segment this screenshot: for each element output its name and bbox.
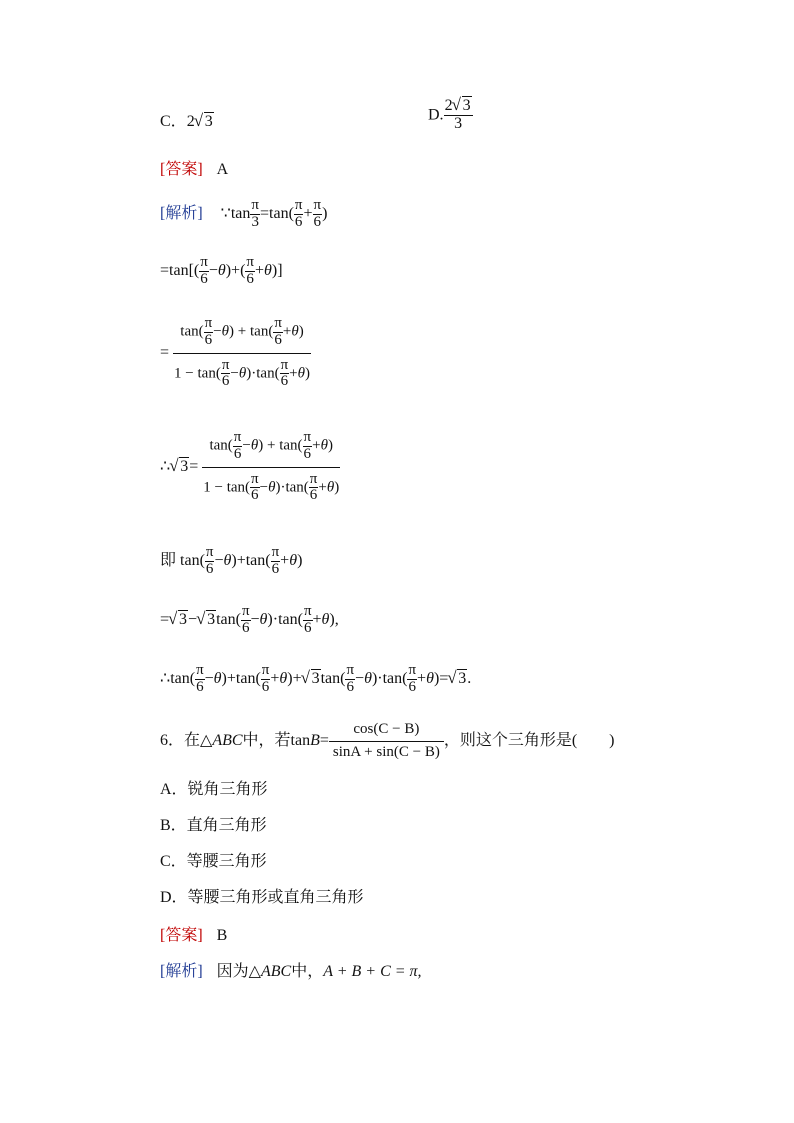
answer-tag: [答案] bbox=[160, 927, 203, 944]
analysis-line-4: ∴√ 3= tan( $\frac{\pi}{6}$ −θ) + tan( $\frac{\pi}{6}$ +θ) 1 − tan( $\frac{\pi}{6}$ −θ)·tan( $\frac{\pi}{6}$ +θ) bbox=[160, 430, 340, 504]
analysis-line-2: =tan[( $\frac{\pi}{6}$ −θ)+( $\frac{\pi}{6}$ +θ)] bbox=[160, 254, 283, 287]
q6-option-a: A．锐角三角形 bbox=[160, 781, 268, 798]
option-c: C．2√ 3 bbox=[160, 114, 214, 130]
analysis-tag: [解析] bbox=[160, 963, 203, 980]
analysis-line-6: =√ 3−√ 3tan( $\frac{\pi}{6}$ −θ)·tan( $\frac{\pi}{6}$ +θ), bbox=[160, 604, 339, 637]
sqrt: √ 3 bbox=[195, 114, 214, 130]
q6-stem: 6．在△ABC中，若tanB= $\frac{\cos(C - B)}{\sin A + \sin(C - B)}$ ，则这个三角形是( ) bbox=[160, 721, 615, 760]
analysis-line-3: = tan( $\frac{\pi}{6}$ −θ) + tan( $\frac{\pi}{6}$ +θ) 1 − tan( $\frac{\pi}{6}$ −θ)·tan( $\frac{\pi}{6}$ +θ) bbox=[160, 315, 310, 390]
q6-analysis-line: [解析] 因为△ABC中，A + B + C = π, bbox=[160, 963, 422, 980]
answer-line: [答案] A bbox=[160, 161, 229, 178]
q6-answer-line: [答案] B bbox=[160, 927, 228, 944]
q6-option-c: C．等腰三角形 bbox=[160, 853, 267, 870]
q6-option-b: B．直角三角形 bbox=[160, 817, 267, 834]
option-d: D. $\frac{2√ 3}{3}$ bbox=[428, 98, 473, 133]
analysis-line-7: ∴tan( $\frac{\pi}{6}$ −θ)+tan( $\frac{\pi}{6}$ +θ)+√ 3tan( $\frac{\pi}{6}$ −θ)·tan( $\frac{\pi}{6}$ +θ)=√ 3. bbox=[160, 663, 471, 696]
analysis-tag: [解析] bbox=[160, 204, 203, 222]
answer-tag: [答案] bbox=[160, 161, 203, 178]
analysis-line-5: 即 tan( $\frac{\pi}{6}$ −θ)+tan( $\frac{\pi}{6}$ +θ) bbox=[160, 544, 303, 577]
analysis-line-1: [解析] ∵tan $\frac{\pi}{3}$ =tan( $\frac{\pi}{6}$ + $\frac{\pi}{6}$ ) bbox=[160, 197, 328, 230]
q6-option-d: D．等腰三角形或直角三角形 bbox=[160, 889, 364, 906]
